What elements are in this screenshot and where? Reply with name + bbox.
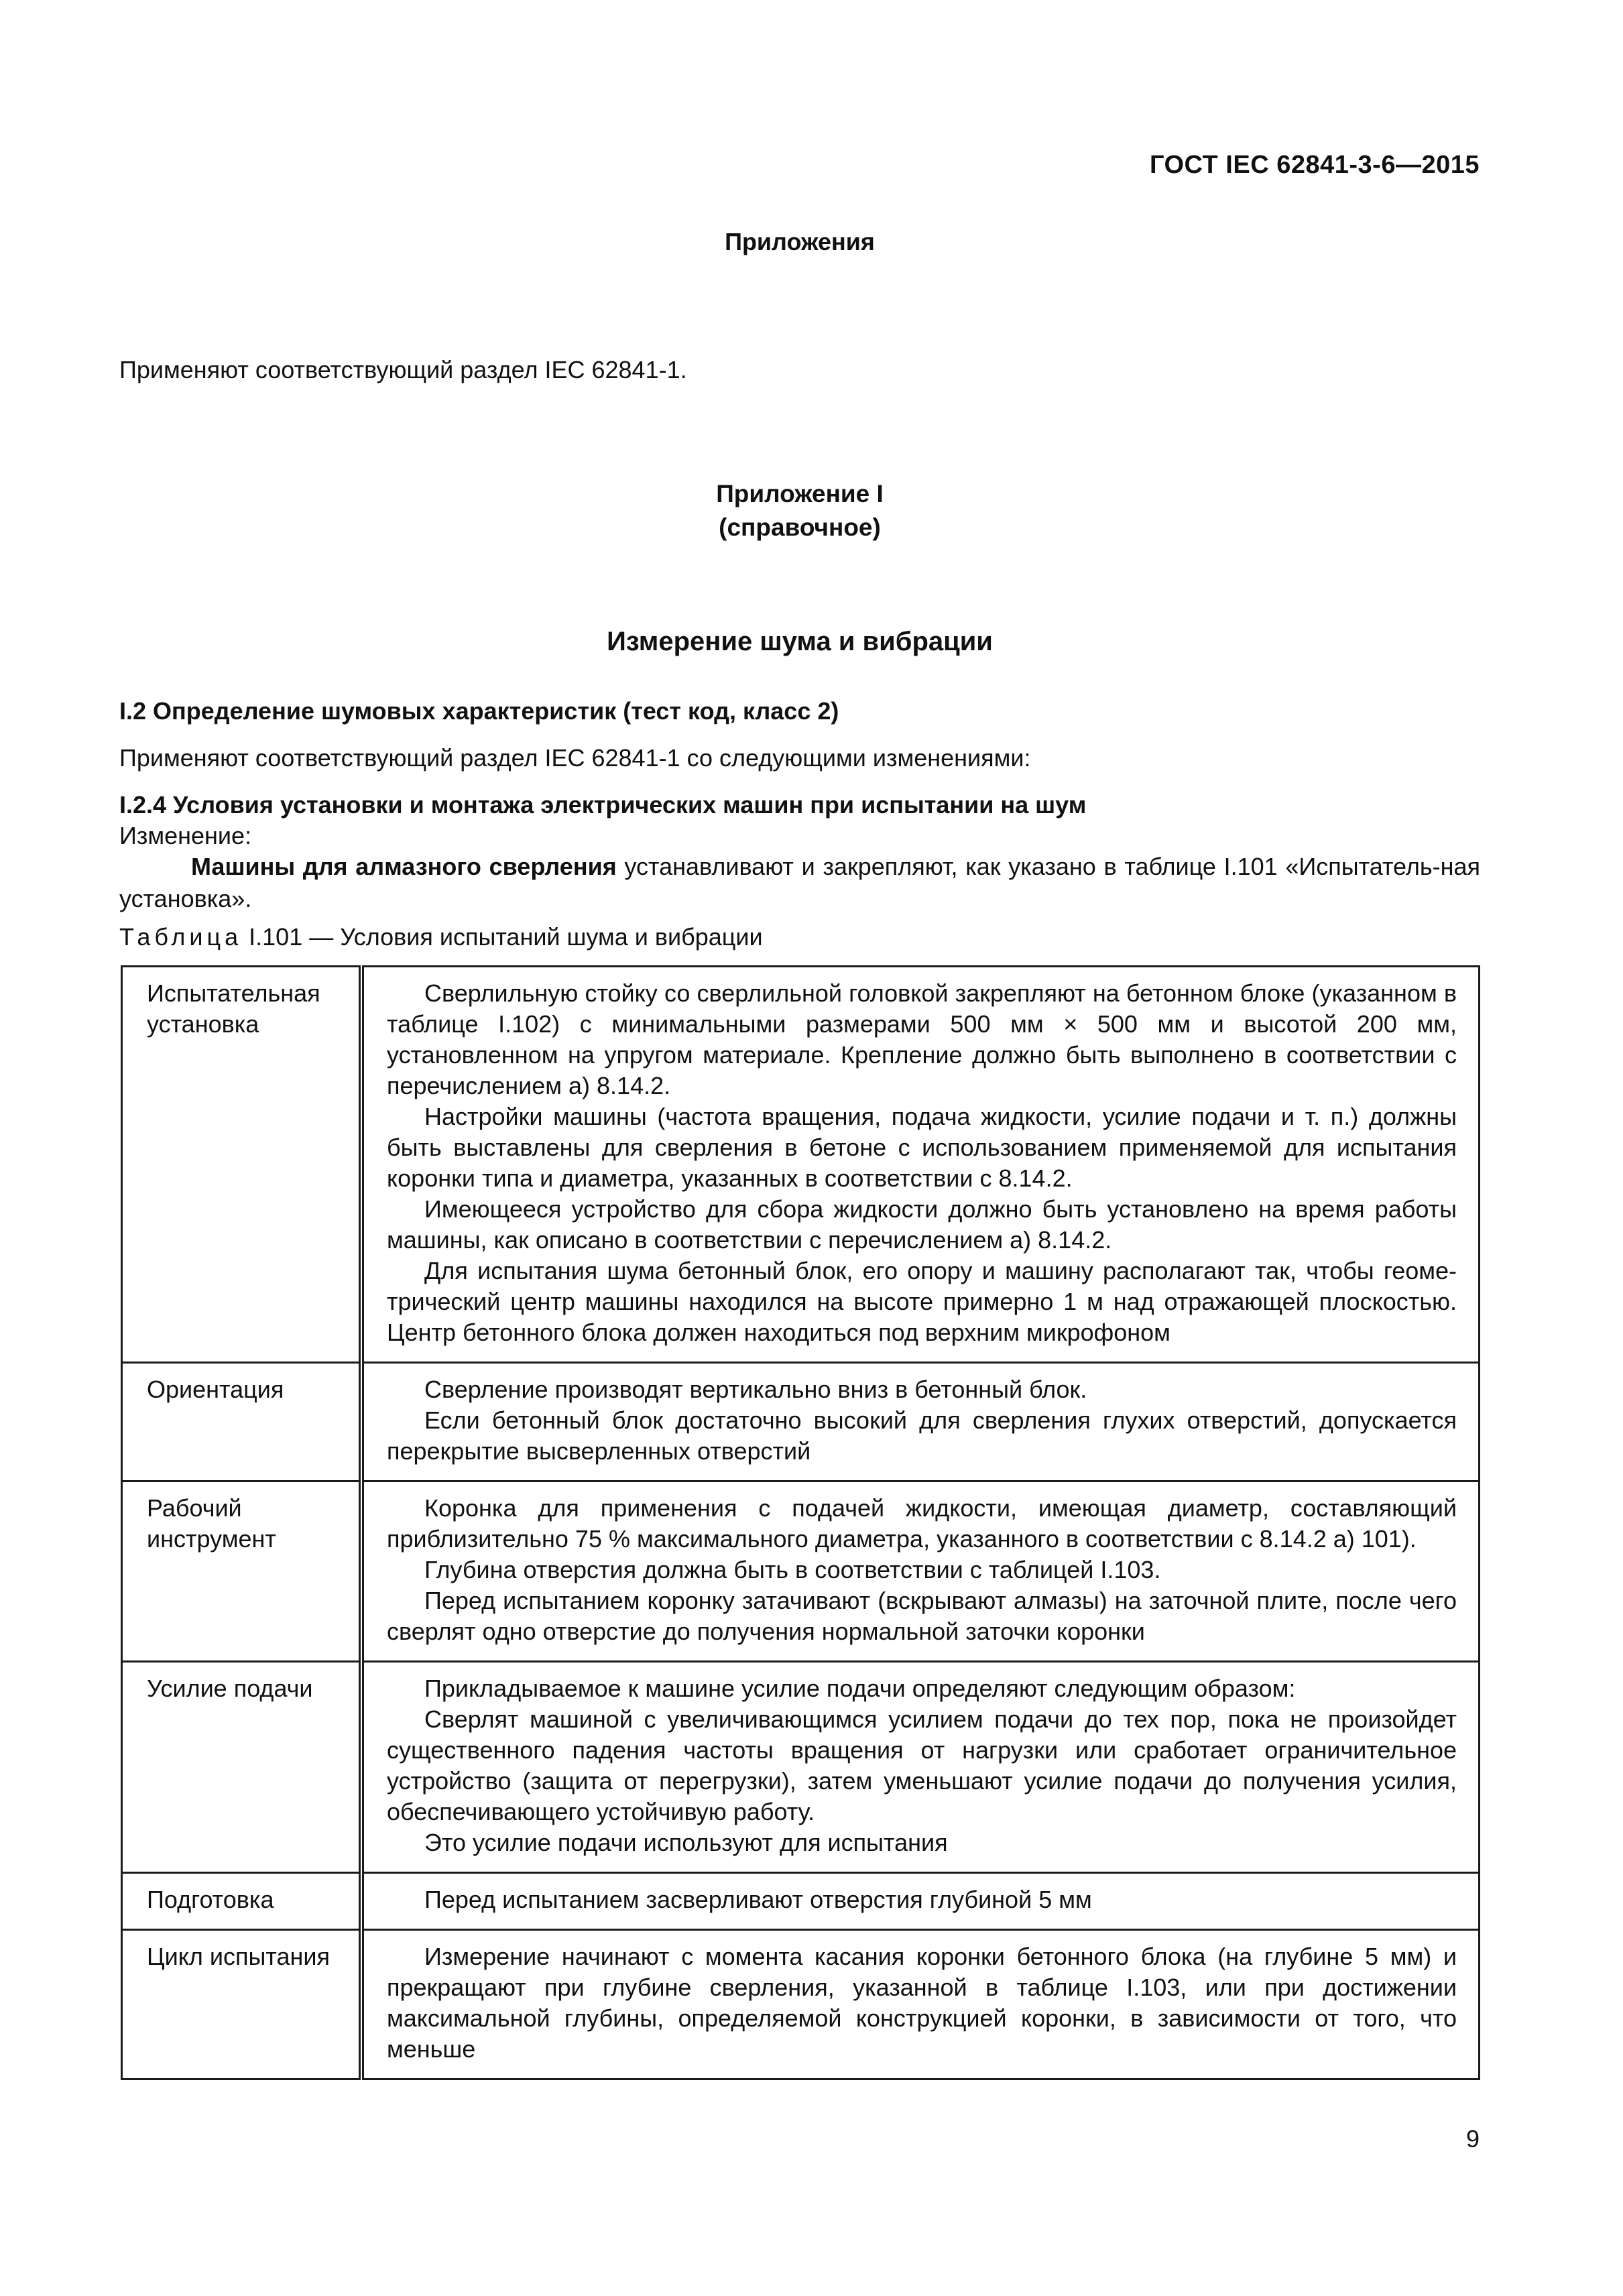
appendices-title: Приложения (725, 228, 875, 255)
table-row (122, 967, 1480, 1363)
row-content (361, 1873, 1480, 1930)
section-i2-text: Применяют соответствующий раздел IEC 62841-1 со следующими изменениями: (119, 744, 1031, 772)
row-paragraph: Глубина отверстия должна быть в соответствии с таблицей I.103. (424, 1556, 1161, 1583)
row-label: Усилие подачи (122, 1662, 362, 1873)
section-i2-heading: I.2 Определение шумовых характеристик (тест код, класс 2) (119, 697, 839, 725)
section-i24-heading: I.2.4 Условия установки и монтажа электрических машин при испытании на шум (119, 791, 1087, 819)
row-paragraph: Прикладываемое к машине усилие подачи определяют следующим образом: (424, 1675, 1296, 1702)
row-content (361, 1482, 1480, 1662)
annex-title: Приложение I (716, 480, 884, 507)
row-paragraph: Для испытания шума бетонный блок, его опору и машину располагают так, чтобы геоме-трический центр машины находился на высоте примерно 1 м над отражающей плоскостью. Центр бетонного блока должен находиться под верхним микрофоном (387, 1257, 1457, 1346)
row-paragraph: Перед испытанием коронку затачивают (вскрывают алмазы) на заточной плите, после чего сверлят одно отверстие до получения нормальной заточки коронки (387, 1587, 1457, 1645)
row-paragraph: Измерение начинают с момента касания коронки бетонного блока (на глубине 5 мм) и прекращают при глубине сверления, указанной в таблице I.103, или при достижении максимальной глубины, определяемой конструкцией коронки, в зависимости от того, что меньше (387, 1943, 1457, 2063)
row-content (361, 967, 1480, 1363)
row-paragraph: Коронка для применения с подачей жидкости, имеющая диаметр, составляющий приблизительно 75 % максимального диаметра, указанного в соответствии с 8.14.2 а) 101). (387, 1494, 1457, 1553)
row-label: Подготовка (122, 1873, 362, 1930)
row-content (361, 1363, 1480, 1482)
table-caption-word: Таблица (119, 923, 243, 951)
table-caption (119, 923, 763, 951)
page-number: 9 (1465, 2125, 1480, 2153)
row-label: Испытательная установка (122, 967, 362, 1363)
machine-type-bold: Машины для алмазного сверления (191, 853, 617, 880)
table-row (122, 1482, 1480, 1662)
row-label: Цикл испытания (122, 1930, 362, 2079)
section-i24-change-label: Изменение: (119, 822, 252, 849)
row-paragraph: Настройки машины (частота вращения, подача жидкости, усилие подачи и т. п.) должны быть выставлены для сверления в бетоне с использованием применяемой для испытания коронки типа и диаметра, указанных в соответствии с 8.14.2. (387, 1103, 1457, 1192)
row-paragraph: Это усилие подачи используют для испытания (424, 1829, 948, 1856)
row-content (361, 1930, 1480, 2079)
annex-main-title: Измерение шума и вибрации (607, 627, 993, 656)
annex-status: (справочное) (719, 513, 881, 541)
table-body (122, 967, 1480, 2079)
machine-install-text: устанавливают и закрепляют, как указано в таблице I.101 «Испытатель-ная установка». (119, 853, 1481, 912)
document-code: ГОСТ IEC 62841-3-6—2015 (1149, 151, 1480, 179)
table-row (122, 1873, 1480, 1930)
row-label: Ориентация (122, 1363, 362, 1482)
test-conditions-table (121, 965, 1480, 2080)
row-content (361, 1662, 1480, 1873)
table-caption-rest: I.101 — Условия испытаний шума и вибрации (242, 923, 763, 951)
section-i24-machine-text (119, 851, 1480, 915)
row-paragraph: Сверление производят вертикально вниз в бетонный блок. (424, 1376, 1087, 1403)
appendices-text: Применяют соответствующий раздел IEC 62841-1. (119, 356, 687, 383)
row-paragraph: Сверлильную стойку со сверлильной головкой закрепляют на бетонном блоке (указанном в таблице I.102) с минимальными размерами 500 мм × 500 мм и высотой 200 мм, установленном на упругом материале. Крепление должно быть выполнено в соответствии с перечислением а) 8.14.2. (387, 979, 1457, 1099)
table-row (122, 1662, 1480, 1873)
row-paragraph: Сверлят машиной с увеличивающимся усилием подачи до тех пор, пока не произойдет существенного падения частоты вращения от нагрузки или сработает ограничительное устройство (защита от перегрузки), затем уменьшают усилие подачи до получения усилия, обеспечивающего устойчивую работу. (387, 1705, 1457, 1825)
row-paragraph: Перед испытанием засверливают отверстия глубиной 5 мм (424, 1886, 1092, 1913)
table-row (122, 1930, 1480, 2079)
row-paragraph: Если бетонный блок достаточно высокий для сверления глухих отверстий, допускается перекрытие высверленных отверстий (387, 1406, 1457, 1465)
row-paragraph: Имеющееся устройство для сбора жидкости должно быть установлено на время работы машины, как описано в соответствии с перечислением а) 8.14.2. (387, 1195, 1457, 1254)
table-row (122, 1363, 1480, 1482)
annex-heading (119, 477, 1480, 544)
row-label: Рабочий инструмент (122, 1482, 362, 1662)
